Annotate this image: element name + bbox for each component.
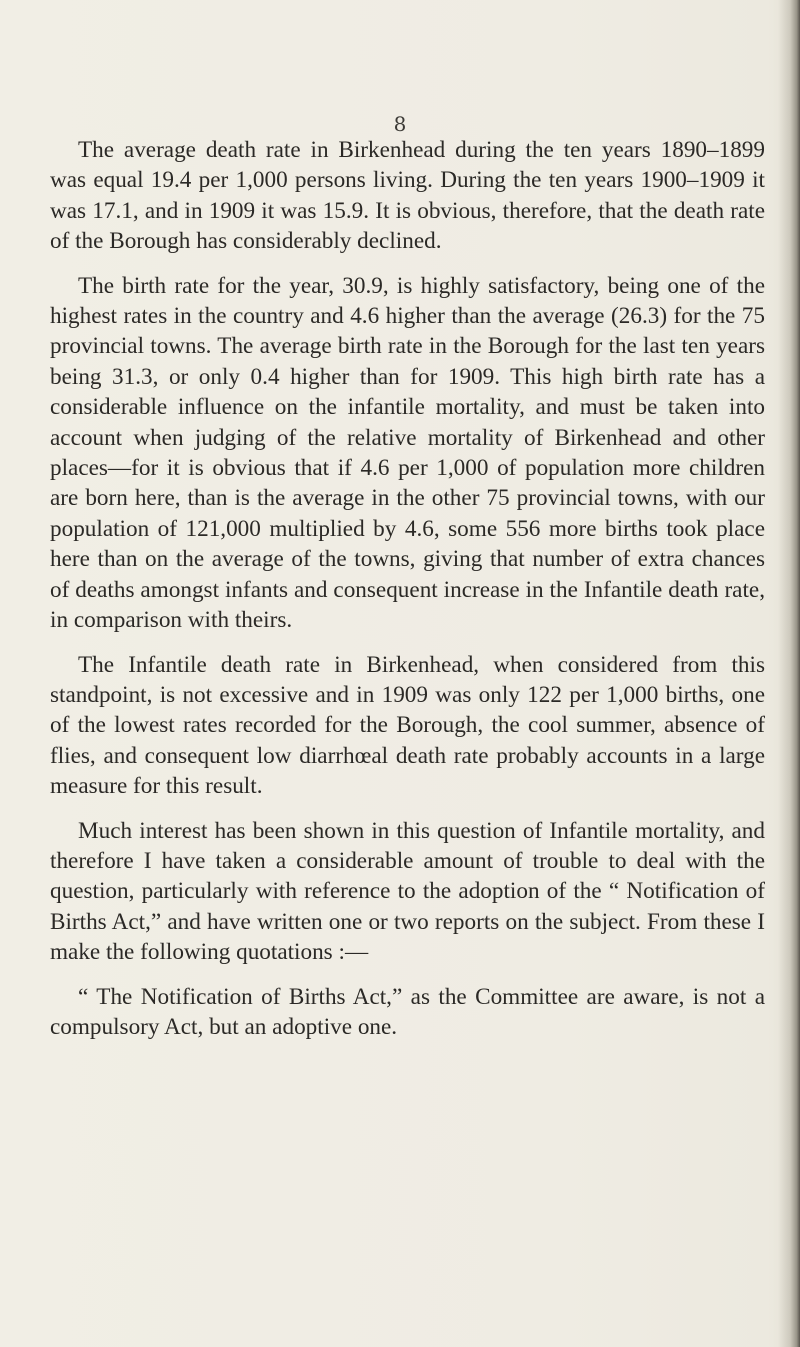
paragraph-infantile-death-rate: The Infantile death rate in Birkenhead, when considered from this standpoint, is not excessive and in 1909 was only 122 per 1,000 births, one of the lowest rates recorded for the Borough, the cool summer, absence of flies, and consequent low diarrhœal death rate probably accounts in a large measure for this result. bbox=[50, 651, 765, 800]
paragraph-death-rate: The average death rate in Birkenhead during the ten years 1890–1899 was equal 19.4 per 1,000 persons living. During the ten years 1900–1909 it was 17.1, and in 1909 it was 15.9. It is obvious, therefore, that the death rate of the Borough has considerably declined. bbox=[50, 137, 765, 255]
paragraph-notification-act-quote: “ The Notification of Births Act,” as the Committee are aware, is not a compulsory Act, but an adoptive one. bbox=[50, 983, 765, 1040]
page-number: 8 bbox=[393, 112, 407, 136]
paragraph-infantile-mortality-interest: Much interest has been shown in this question of Infantile mortality, and therefore I have taken a considerable amount of trouble to deal with the question, particularly with reference to the adoption of the “ Notification of Births Act,” and have written one or two reports on the subject. From these I make the following quotations :— bbox=[50, 817, 765, 966]
body-text bbox=[50, 135, 765, 1056]
paragraph-birth-rate: The birth rate for the year, 30.9, is highly satisfactory, being one of the highest rates in the country and 4.6 higher than the average (26.3) for the 75 provincial towns. The average birth rate in the Borough for the last ten years being 31.3, or only 0.4 higher than for 1909. This high birth rate has a considerable influence on the infantile mortality, and must be taken into account when judging of the relative mortality of Birkenhead and other places—for it is obvious that if 4.6 per 1,000 of population more children are born here, than is the average in the other 75 provincial towns, with our population of 121,000 multiplied by 4.6, some 556 more births took place here than on the average of the towns, giving that number of extra chances of deaths amongst infants and consequent increase in the Infantile death rate, in comparison with theirs. bbox=[50, 272, 765, 634]
page-edge-shadow bbox=[778, 0, 800, 1347]
